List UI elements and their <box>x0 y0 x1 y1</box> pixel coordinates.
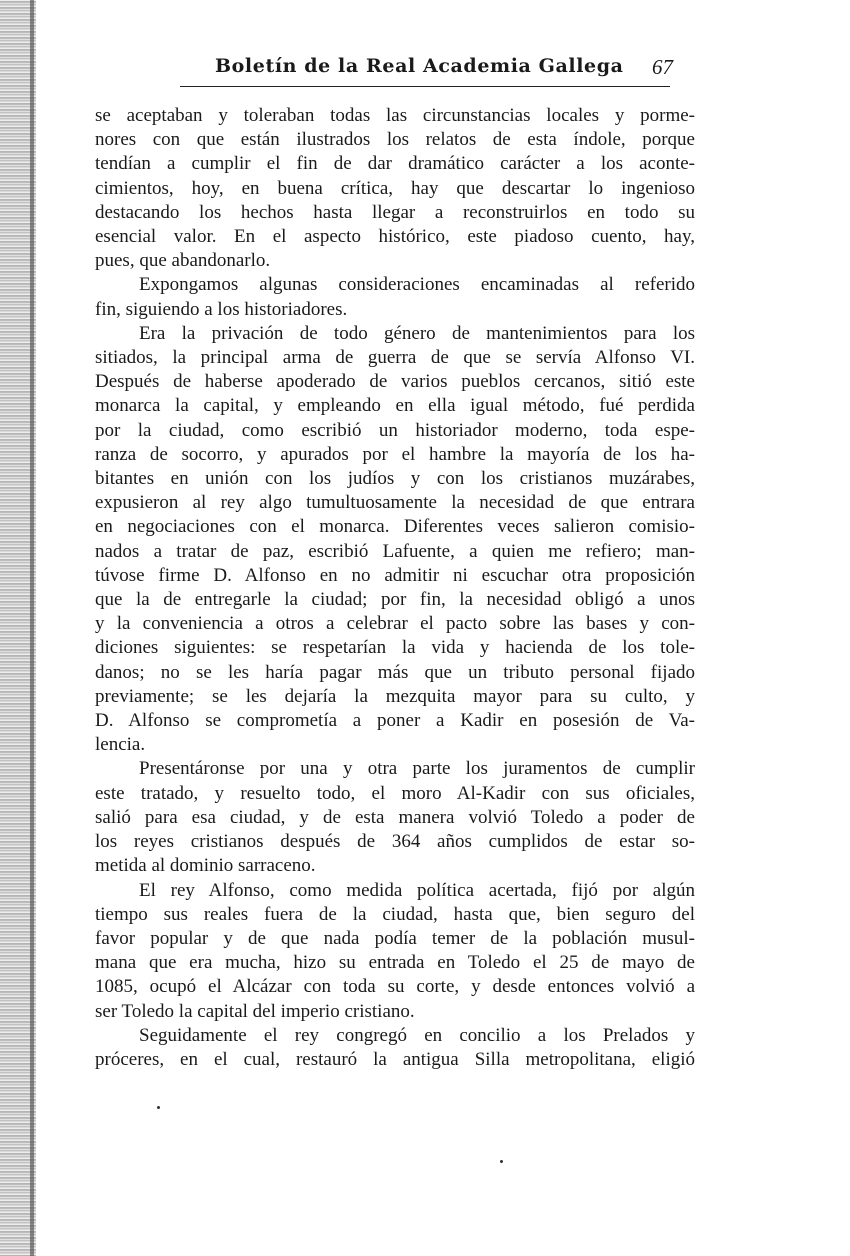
text-line: Era la privación de todo género de mantenimientos para los <box>139 322 695 344</box>
paragraph <box>95 104 695 273</box>
text-line: pues, que abandonarlo. <box>95 250 271 272</box>
paragraph <box>95 1024 695 1072</box>
text-line: metida al dominio sarraceno. <box>95 855 316 877</box>
text-line: danos; no se les haría pagar más que un tributo personal fijado <box>95 661 695 683</box>
text-line: D. Alfonso se comprometía a poner a Kadir en posesión de Va- <box>95 710 695 732</box>
paragraph <box>95 322 695 758</box>
text-line: en negociaciones con el monarca. Diferentes veces salieron comisio- <box>95 516 695 538</box>
text-line: túvose firme D. Alfonso en no admitir ni escuchar otra proposición <box>95 564 695 586</box>
text-line: fin, siguiendo a los historiadores. <box>95 298 348 320</box>
text-line: esencial valor. En el aspecto histórico, este piadoso cuento, hay, <box>95 226 695 248</box>
text-line: tendían a cumplir el fin de dar dramático carácter a los aconte- <box>95 153 695 175</box>
text-line: salió para esa ciudad, y de esta manera volvió Toledo a poder de <box>95 806 695 828</box>
text-line: previamente; se les dejaría la mezquita mayor para su culto, y <box>95 685 695 707</box>
text-line: este tratado, y resuelto todo, el moro Al-Kadir con sus oficiales, <box>95 782 695 804</box>
paragraph <box>95 757 695 878</box>
text-line: sitiados, la principal arma de guerra de que se servía Alfonso VI. <box>95 347 695 369</box>
text-line: cimientos, hoy, en buena crítica, hay que descartar lo ingenioso <box>95 177 695 199</box>
body-text <box>95 104 695 1072</box>
text-line: Expongamos algunas consideraciones encaminadas al referido <box>139 274 695 296</box>
text-line: destacando los hechos hasta llegar a reconstruirlos en todo su <box>95 201 695 223</box>
text-line: tiempo sus reales fuera de la ciudad, hasta que, bien seguro del <box>95 903 695 925</box>
text-line: 1085, ocupó el Alcázar con toda su corte, y desde entonces volvió a <box>95 976 695 998</box>
text-line: monarca la capital, y empleando en ella igual método, fué perdida <box>95 395 695 417</box>
text-line: El rey Alfonso, como medida política acertada, fijó por algún <box>139 879 695 901</box>
text-line: próceres, en el cual, restauró la antigua Silla metropolitana, eligió <box>95 1048 695 1070</box>
text-line: Seguidamente el rey congregó en concilio a los Prelados y <box>139 1024 695 1046</box>
ink-speck <box>500 1160 503 1163</box>
text-line: lencia. <box>95 734 146 756</box>
page-header <box>205 55 675 85</box>
text-line: nados a tratar de paz, escribió Lafuente, a quien me refiero; man- <box>95 540 695 562</box>
text-line: que la de entregarle la ciudad; por fin, la necesidad obligó a unos <box>95 589 695 611</box>
paragraph <box>95 273 695 321</box>
text-line: ranza de socorro, y apurados por el hambre la mayoría de los ha- <box>95 443 695 465</box>
text-line: por la ciudad, como escribió un historiador moderno, toda espe- <box>95 419 695 441</box>
text-line: bitantes en unión con los judíos y con los cristianos muzárabes, <box>95 468 695 490</box>
running-title: Boletín de la Real Academia Gallega <box>215 55 624 77</box>
text-line: mana que era mucha, hizo su entrada en Toledo el 25 de mayo de <box>95 952 695 974</box>
text-line: los reyes cristianos después de 364 años cumplidos de estar so- <box>95 831 695 853</box>
ink-speck <box>157 1106 160 1109</box>
header-rule <box>180 86 670 87</box>
text-line: y la conveniencia a otros a celebrar el pacto sobre las bases y con- <box>95 613 695 635</box>
text-line: Después de haberse apoderado de varios pueblos cercanos, sitió este <box>95 371 695 393</box>
text-line: ser Toledo la capital del imperio cristiano. <box>95 1000 415 1022</box>
page-number: 67 <box>652 55 673 79</box>
text-line: se aceptaban y toleraban todas las circunstancias locales y porme- <box>95 105 695 126</box>
text-line: expusieron al rey algo tumultuosamente la necesidad de que entrara <box>95 492 695 514</box>
paragraph <box>95 879 695 1024</box>
text-line: Presentáronse por una y otra parte los juramentos de cumplir <box>139 758 695 780</box>
text-line: favor popular y de que nada podía temer de la población musul- <box>95 927 695 949</box>
text-line: diciones siguientes: se respetarían la vida y hacienda de los tole- <box>95 637 695 659</box>
page-gutter-shadow <box>30 0 34 1256</box>
text-line: nores con que están ilustrados los relatos de esta índole, porque <box>95 129 695 151</box>
